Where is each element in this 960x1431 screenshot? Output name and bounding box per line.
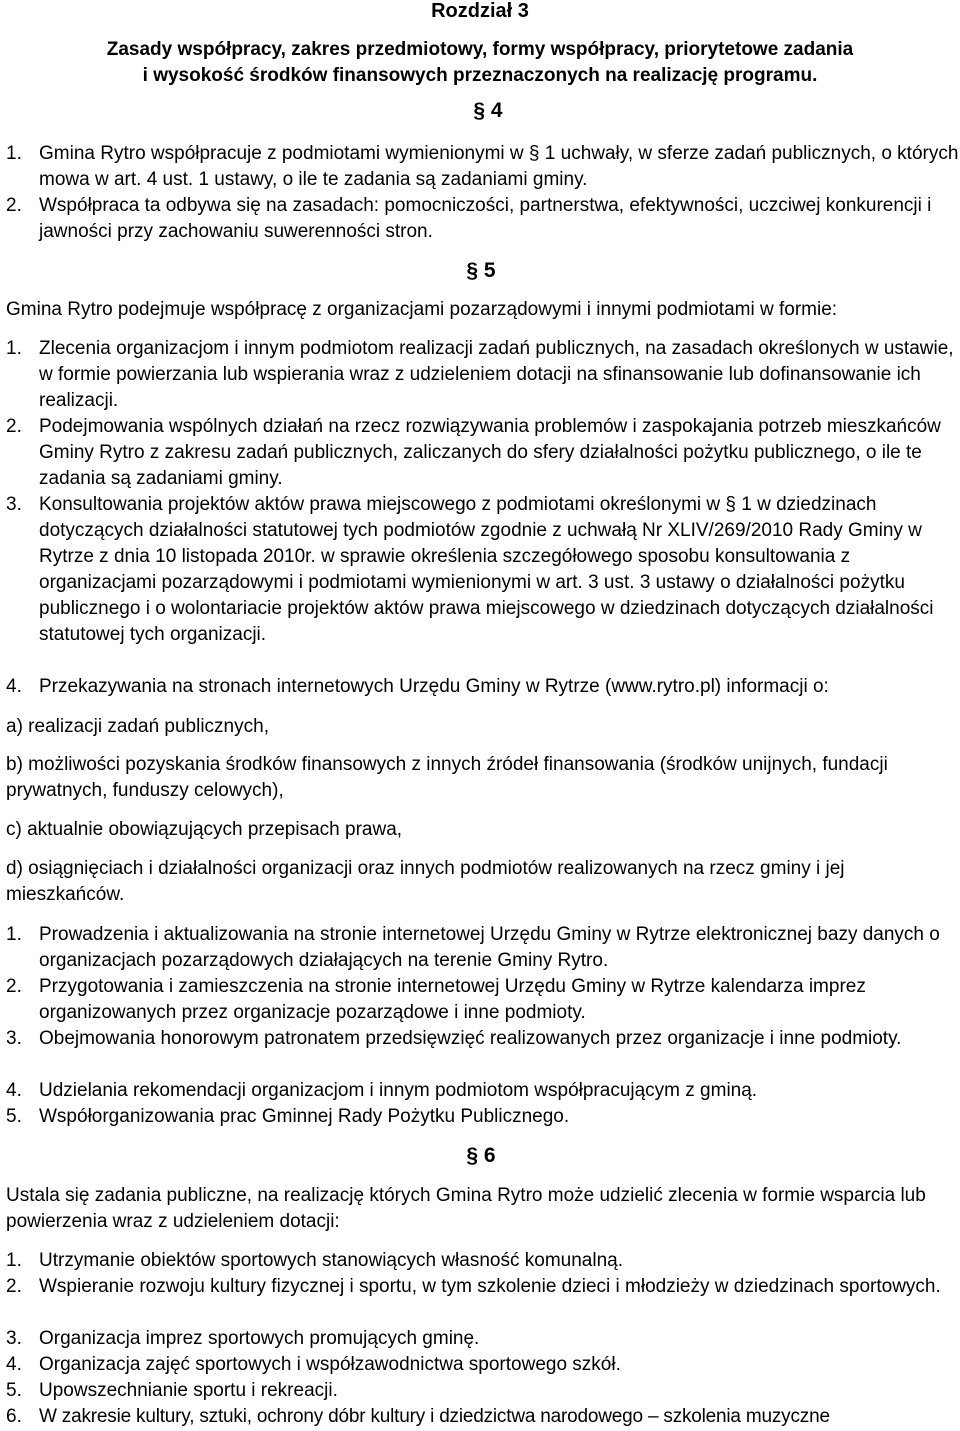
list-item-text: Zlecenia organizacjom i innym podmiotom realizacji zadań publicznych, na zasadach określonych w ustawie, w formie powierzania lub wspierania wraz z udzieleniem dotacji na sfinansowanie lub dofinansowanie ich realizacji. <box>39 338 954 411</box>
list-item-text: Prowadzenia i aktualizowania na stronie internetowej Urzędu Gminy w Rytrze elektronicznej bazy danych o organizacjach pozarządowych działających na terenie Gminy Rytro. <box>39 924 940 971</box>
list-item-text: Obejmowania honorowym patronatem przedsięwzięć realizowanych przez organizacje i inne podmioty. <box>39 1028 902 1049</box>
list-item-number: 5. <box>6 1380 22 1401</box>
list-item <box>6 414 960 492</box>
list-item-text: Udzielania rekomendacji organizacjom i innym podmiotom współpracującym z gminą. <box>39 1080 758 1101</box>
list-item <box>6 1078 960 1104</box>
list-item-text: Wspieranie rozwoju kultury fizycznej i sportu, w tym szkolenie dzieci i młodzieży w dziedzinach sportowych. <box>39 1276 941 1297</box>
section-4-heading: § 4 <box>473 99 503 122</box>
list-item-number: 6. <box>6 1406 22 1427</box>
list-item <box>6 1248 960 1274</box>
list-item-text: Utrzymanie obiektów sportowych stanowiących własność komunalną. <box>39 1250 623 1271</box>
list-item <box>6 1352 960 1378</box>
list-item-number: 4. <box>6 676 22 697</box>
list-item-text: Współorganizowania prac Gminnej Rady Pożytku Publicznego. <box>39 1106 570 1127</box>
list-item-text: Gmina Rytro współpracuje z podmiotami wymienionymi w § 1 uchwały, w sferze zadań publicznych, o których mowa w art. 4 ust. 1 ustawy, o ile te zadania są zadaniami gminy. <box>39 143 959 190</box>
chapter-subtitle-line1: Zasady współpracy, zakres przedmiotowy, formy współpracy, priorytetowe zadania <box>106 39 854 60</box>
list-item <box>6 974 960 1026</box>
section-5-intro: Gmina Rytro podejmuje współpracę z organizacjami pozarządowymi i innymi podmiotami w formie: <box>6 299 838 320</box>
list-item-text: Przygotowania i zamieszczenia na stronie internetowej Urzędu Gminy w Rytrze kalendarza imprez organizowanych przez organizacje pozarządowe i inne podmioty. <box>39 976 866 1023</box>
letter-item-d: d) osiągnięciach i działalności organizacji oraz innych podmiotów realizowanych na rzecz gminy i jej mieszkańców. <box>6 858 845 905</box>
list-item <box>6 193 960 245</box>
list-item-text: Podejmowania wspólnych działań na rzecz rozwiązywania problemów i zaspokajania potrzeb mieszkańców Gminy Rytro z zakresu zadań publicznych, zaliczanych do sfery działalności pożytku publicznego, o ile te zadania są zadaniami gminy. <box>39 416 941 489</box>
list-item-number: 4. <box>6 1080 22 1101</box>
list-item-text: Organizacja imprez sportowych promujących gminę. <box>39 1328 480 1349</box>
list-item-text: Przekazywania na stronach internetowych Urzędu Gminy w Rytrze (www.rytro.pl) informacji o: <box>39 676 829 697</box>
list-item-text: W zakresie kultury, sztuki, ochrony dóbr kultury i dziedzictwa narodowego – szkolenia muzyczne <box>39 1406 830 1427</box>
list-item-number: 1. <box>6 1250 22 1271</box>
list-item <box>6 674 960 700</box>
section-6-heading: § 6 <box>466 1144 496 1167</box>
letter-item-a: a) realizacji zadań publicznych, <box>6 716 269 737</box>
letter-item-b: b) możliwości pozyskania środków finansowych z innych źródeł finansowania (środków unijnych, fundacji prywatnych, funduszy celowych), <box>6 754 888 801</box>
list-item-number: 1. <box>6 338 22 359</box>
list-item <box>6 1404 960 1430</box>
list-item <box>6 1326 960 1352</box>
letter-item-c: c) aktualnie obowiązujących przepisach prawa, <box>6 819 403 840</box>
list-item-number: 1. <box>6 143 22 164</box>
list-item <box>6 336 960 414</box>
list-item-number: 2. <box>6 195 22 216</box>
list-item <box>6 1274 960 1300</box>
list-item <box>6 1104 960 1130</box>
list-item-number: 3. <box>6 494 22 515</box>
list-item <box>6 1026 960 1052</box>
list-item-number: 5. <box>6 1106 22 1127</box>
list-item-text: Konsultowania projektów aktów prawa miejscowego z podmiotami określonymi w § 1 w dziedzinach dotyczących działalności statutowej tych podmiotów zgodnie z uchwałą Nr XLIV/269/2010 Rady Gminy w Rytrze z dnia 10 listopada 2010r. w sprawie określenia szczegółowego sposobu konsultowania z organizacjami pozarządowymi i podmiotami wymienionymi w art. 3 ust. 3 ustawy o działalności pożytku publicznego i o wolontariacie projektów aktów prawa miejscowego w dziedzinach dotyczących działalności statutowej tych organizacji. <box>39 494 934 645</box>
list-item-number: 2. <box>6 976 22 997</box>
section-6-intro: Ustala się zadania publiczne, na realizację których Gmina Rytro może udzielić zlecenia w formie wsparcia lub powierzenia wraz z udzieleniem dotacji: <box>6 1185 926 1232</box>
list-item <box>6 492 960 648</box>
chapter-title: Rozdział 3 <box>431 0 529 22</box>
section-5-heading: § 5 <box>466 259 496 282</box>
list-item <box>6 141 960 193</box>
list-item-number: 4. <box>6 1354 22 1375</box>
list-item-number: 2. <box>6 1276 22 1297</box>
list-item-number: 1. <box>6 924 22 945</box>
list-item-number: 3. <box>6 1028 22 1049</box>
list-item-number: 3. <box>6 1328 22 1349</box>
list-item <box>6 1378 960 1404</box>
list-item-number: 2. <box>6 416 22 437</box>
list-item-text: Współpraca ta odbywa się na zasadach: pomocniczości, partnerstwa, efektywności, uczciwej konkurencji i jawności przy zachowaniu suwerenności stron. <box>39 195 932 242</box>
list-item-text: Upowszechnianie sportu i rekreacji. <box>39 1380 338 1401</box>
chapter-subtitle-line2: i wysokość środków finansowych przeznaczonych na realizację programu. <box>142 65 818 86</box>
list-item-text: Organizacja zajęć sportowych i współzawodnictwa sportowego szkół. <box>39 1354 621 1375</box>
chapter-subtitle <box>0 37 960 89</box>
list-item <box>6 922 960 974</box>
